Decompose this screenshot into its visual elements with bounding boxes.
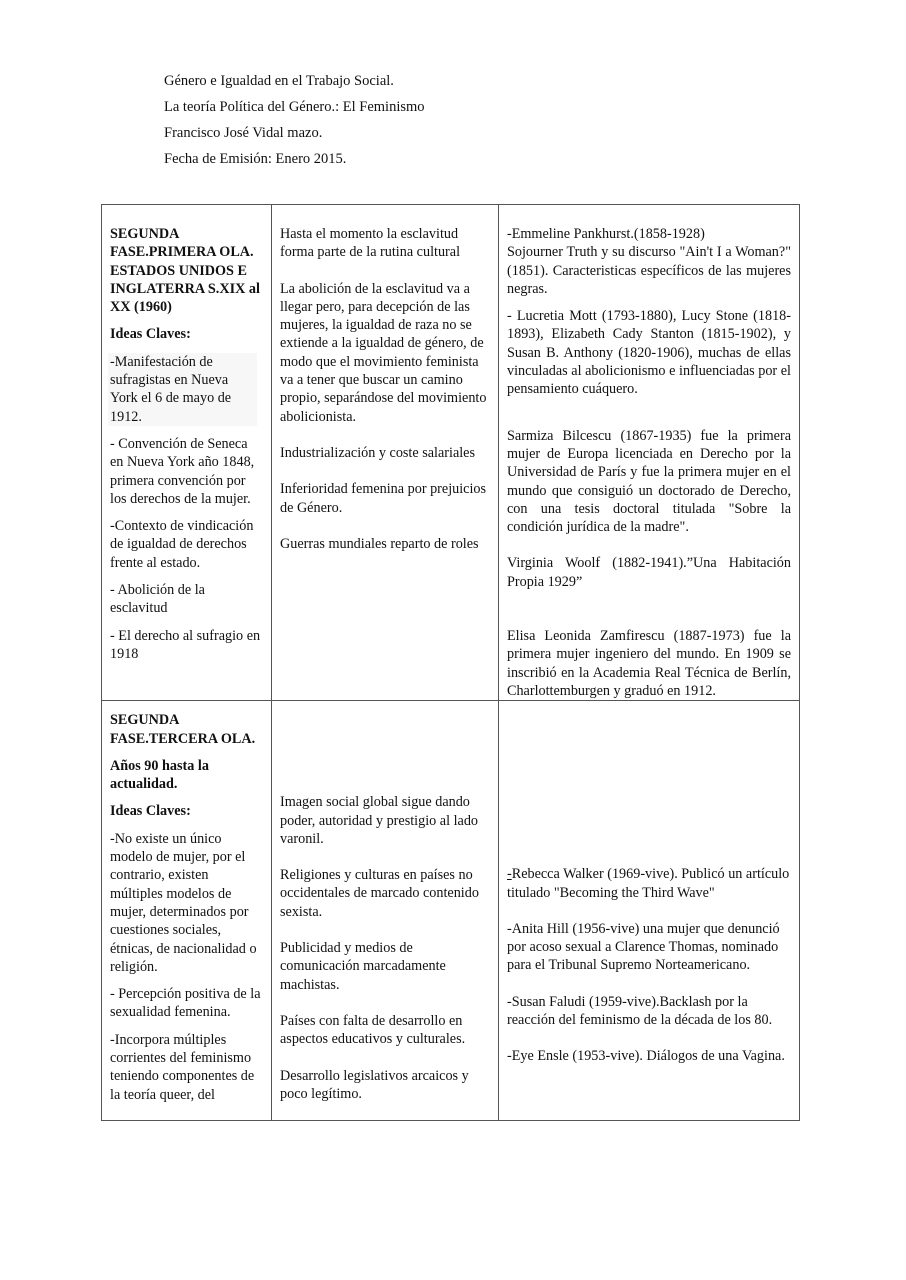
figures-cell xyxy=(499,205,800,701)
phase-cell xyxy=(102,701,272,1121)
phase-cell xyxy=(102,205,272,701)
context-item: Hasta el momento la esclavitud forma parte de la rutina cultural xyxy=(280,226,461,261)
figure-item: -Eye Ensle (1953-vive). Diálogos de una Vagina. xyxy=(507,1048,785,1065)
table-row-first-wave xyxy=(102,205,800,701)
issue-date: Fecha de Emisión: Enero 2015. xyxy=(164,151,347,168)
feminism-waves-table xyxy=(101,204,800,1121)
author-name: Francisco José Vidal mazo. xyxy=(164,125,323,142)
context-cell xyxy=(272,701,499,1121)
context-item: Religiones y culturas en países no occidentales de marcado contenido sexista. xyxy=(280,867,479,920)
figure-item: Virginia Woolf (1882-1941).”Una Habitación Propia 1929” xyxy=(507,555,791,590)
figure-item: Sarmiza Bilcescu (1867-1935) fue la primera mujer de Europa licenciada en Derecho por la Universidad de París y fue la primera mujer en el mundo que consiguió un doctorado de Derecho, con una tesis doctoral titulada "Sobre la condición jurídica de la madre". xyxy=(507,427,791,536)
figure-item: - Lucretia Mott (1793-1880), Lucy Stone (1818-1893), Elizabeth Cady Stanton (1815-1902), y Susan B. Anthony (1820-1906), muchas de ellas vinculadas al abolicionismo e influenciadas por el pensamiento cuáquero. xyxy=(507,308,791,398)
phase-title: SEGUNDA FASE.PRIMERA OLA. xyxy=(110,226,254,261)
context-item: Industrialización y coste salariales xyxy=(280,444,476,461)
context-item: Desarrollo legislativos arcaicos y poco legítimo. xyxy=(280,1067,469,1102)
context-item: Publicidad y medios de comunicación marcadamente machistas. xyxy=(280,940,446,993)
key-idea: - Abolición de la esclavitud xyxy=(110,582,205,617)
table-row-third-wave xyxy=(102,701,800,1121)
key-idea: -No existe un único modelo de mujer, por el contrario, existen múltiples modelos de mujer, determinados por cuestiones sociales, étnicas, de nacionalidad o religión. xyxy=(110,830,257,975)
context-cell xyxy=(272,205,499,701)
key-idea: - Percepción positiva de la sexualidad femenina. xyxy=(110,986,261,1021)
figure-item: -Susan Faludi (1959-vive).Backlash por la reacción del feminismo de la década de los 80. xyxy=(507,993,773,1029)
figure-item xyxy=(507,865,791,902)
key-idea: - El derecho al sufragio en 1918 xyxy=(110,627,261,662)
course-title: Género e Igualdad en el Trabajo Social. xyxy=(164,73,394,89)
context-item: Inferioridad femenina por prejuicios de Género. xyxy=(280,481,487,516)
figure-prefix: - xyxy=(507,866,512,883)
key-idea: - Convención de Seneca en Nueva York año 1848, primera convención por los derechos de la mujer. xyxy=(110,435,255,507)
phase-period: Años 90 hasta la actualidad. xyxy=(110,757,209,793)
ideas-label: Ideas Claves: xyxy=(110,803,191,820)
context-item: Imagen social global sigue dando poder, autoridad y prestigio al lado varonil. xyxy=(280,794,479,847)
key-idea: -Incorpora múltiples corrientes del feminismo teniendo componentes de la teoría queer, del xyxy=(110,1031,255,1103)
figure-item: Elisa Leonida Zamfirescu (1887-1973) fue la primera mujer ingeniero del mundo. En 1909 se inscribió en la Academia Real Técnica de Berlín, Charlottemburgen y graduó en 1912. xyxy=(507,628,791,699)
key-idea: -Manifestación de sufragistas en Nueva York el 6 de mayo de 1912. xyxy=(108,353,257,426)
figure-item: Sojourner Truth y su discurso "Ain't I a Woman?" (1851). Caracteristicas específicos de las mujeres negras. xyxy=(507,244,791,297)
phase-region: ESTADOS UNIDOS E INGLATERRA S.XIX al XX (1960) xyxy=(110,262,260,316)
document-header xyxy=(164,72,425,176)
figure-item: -Anita Hill (1956-vive) una mujer que denunció por acoso sexual a Clarence Thomas, nominado para el Tribunal Supremo Norteamericano. xyxy=(507,920,780,974)
phase-title: SEGUNDA FASE.TERCERA OLA. xyxy=(110,712,256,747)
figures-cell xyxy=(499,701,800,1121)
context-item: La abolición de la esclavitud va a llegar pero, para decepción de las mujeres, la igualdad de raza no se extiende a la igualdad de género, de modo que el movimiento feminista va a tener que buscar un camino propio, separándose del movimiento abolicionista. xyxy=(280,280,487,425)
context-item: Guerras mundiales reparto de roles xyxy=(280,535,479,552)
key-idea: -Contexto de vindicación de igualdad de derechos frente al estado. xyxy=(110,518,254,571)
ideas-label: Ideas Claves: xyxy=(110,326,191,343)
figure-item: -Emmeline Pankhurst.(1858-1928) xyxy=(507,226,705,242)
figure-text: Rebecca Walker (1969-vive). Publicó un artículo titulado "Becoming the Third Wave" xyxy=(507,866,790,901)
document-subtitle: La teoría Política del Género.: El Feminismo xyxy=(164,99,425,116)
context-item: Países con falta de desarrollo en aspectos educativos y culturales. xyxy=(280,1012,466,1048)
